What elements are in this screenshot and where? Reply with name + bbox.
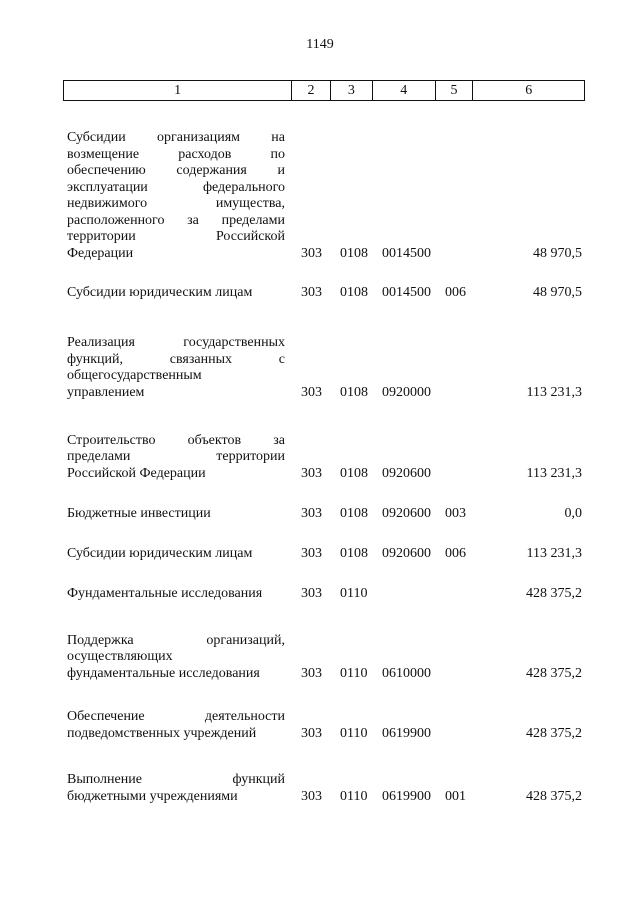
description-line: Строительство объектов за [67, 432, 285, 448]
row-description [67, 586, 285, 603]
description-line: Субсидии юридическим лицам [67, 545, 253, 561]
cell-c6: 113 231,3 [526, 465, 582, 481]
description-line: Субсидии организациям на [67, 130, 285, 145]
cell-c4: 0920600 [382, 465, 431, 481]
cell-c2: 303 [301, 505, 322, 521]
description-line: Реализация государственных [67, 335, 285, 350]
cell-c4: 0014500 [382, 284, 431, 300]
row-description [67, 130, 285, 262]
table-row [0, 285, 640, 302]
description-line: Федерации [67, 245, 134, 261]
cell-c6: 113 231,3 [526, 545, 582, 561]
cell-c2: 303 [301, 665, 322, 681]
description-line: Субсидии юридическим лицам [67, 284, 253, 300]
header-col-4: 4 [373, 81, 436, 100]
cell-c2: 303 [301, 245, 322, 261]
cell-c3: 0110 [340, 585, 368, 601]
cell-c3: 0108 [340, 545, 368, 561]
cell-c3: 0110 [340, 725, 368, 741]
cell-c5: 001 [445, 788, 466, 804]
table-row [0, 586, 640, 603]
row-description [67, 546, 285, 563]
table-row [0, 709, 640, 742]
cell-c3: 0108 [340, 384, 368, 400]
description-line: подведомственных учреждений [67, 725, 257, 741]
description-line: осуществляющих [67, 649, 173, 664]
cell-c3: 0108 [340, 465, 368, 481]
row-description [67, 772, 285, 805]
cell-c6: 428 375,2 [526, 665, 582, 681]
cell-c5: 006 [445, 284, 466, 300]
table-row [0, 506, 640, 523]
description-line: Российской Федерации [67, 465, 206, 481]
description-line: пределами территории [67, 449, 285, 464]
header-col-5: 5 [436, 81, 474, 100]
cell-c2: 303 [301, 465, 322, 481]
row-description [67, 433, 285, 483]
cell-c2: 303 [301, 545, 322, 561]
cell-c6: 428 375,2 [526, 585, 582, 601]
row-description [67, 285, 285, 302]
table-row [0, 335, 640, 401]
cell-c2: 303 [301, 788, 322, 804]
description-line: функций, связанных с [67, 351, 285, 367]
description-line: бюджетными учреждениями [67, 788, 238, 804]
table-row [0, 130, 640, 262]
header-col-2: 2 [292, 81, 331, 100]
description-line: Выполнение функций [67, 772, 285, 787]
description-line: фундаментальные исследования [67, 665, 260, 681]
cell-c4: 0920600 [382, 545, 431, 561]
description-line: общегосударственным [67, 368, 202, 383]
table-header [63, 80, 585, 101]
cell-c4: 0014500 [382, 245, 431, 261]
cell-c2: 303 [301, 585, 322, 601]
cell-c6: 113 231,3 [526, 384, 582, 400]
row-description [67, 335, 285, 401]
cell-c6: 48 970,5 [533, 284, 582, 300]
cell-c6: 0,0 [564, 505, 582, 521]
cell-c2: 303 [301, 725, 322, 741]
page-number: 1149 [306, 37, 334, 52]
cell-c2: 303 [301, 384, 322, 400]
cell-c6: 48 970,5 [533, 245, 582, 261]
table-row [0, 772, 640, 805]
table-row [0, 546, 640, 563]
description-line: Бюджетные инвестиции [67, 505, 211, 521]
description-line: Обеспечение деятельности [67, 709, 285, 724]
table-row [0, 433, 640, 483]
cell-c2: 303 [301, 284, 322, 300]
header-col-1: 1 [64, 81, 292, 100]
description-line: расположенного за пределами [67, 212, 285, 228]
header-col-6: 6 [525, 83, 533, 98]
description-line: Фундаментальные исследования [67, 585, 263, 601]
cell-c6: 428 375,2 [526, 725, 582, 741]
cell-c3: 0108 [340, 284, 368, 300]
description-line: недвижимого имущества, [67, 196, 285, 211]
cell-c4: 0920600 [382, 505, 431, 521]
row-description [67, 633, 285, 683]
description-line: управлением [67, 384, 145, 400]
cell-c6: 428 375,2 [526, 788, 582, 804]
cell-c4: 0619900 [382, 725, 431, 741]
cell-c3: 0110 [340, 788, 368, 804]
description-line: возмещение расходов по [67, 146, 285, 162]
description-line: обеспечению содержания и [67, 163, 285, 178]
description-line: территории Российской [67, 229, 285, 244]
row-description [67, 506, 285, 523]
row-description [67, 709, 285, 742]
description-line: эксплуатации федерального [67, 179, 285, 195]
cell-c3: 0110 [340, 665, 368, 681]
header-col-3: 3 [331, 81, 373, 100]
cell-c4: 0619900 [382, 788, 431, 804]
cell-c5: 003 [445, 505, 466, 521]
table-row [0, 633, 640, 683]
cell-c5: 006 [445, 545, 466, 561]
description-line: Поддержка организаций, [67, 632, 285, 648]
cell-c4: 0920000 [382, 384, 431, 400]
cell-c4: 0610000 [382, 665, 431, 681]
cell-c3: 0108 [340, 505, 368, 521]
cell-c3: 0108 [340, 245, 368, 261]
